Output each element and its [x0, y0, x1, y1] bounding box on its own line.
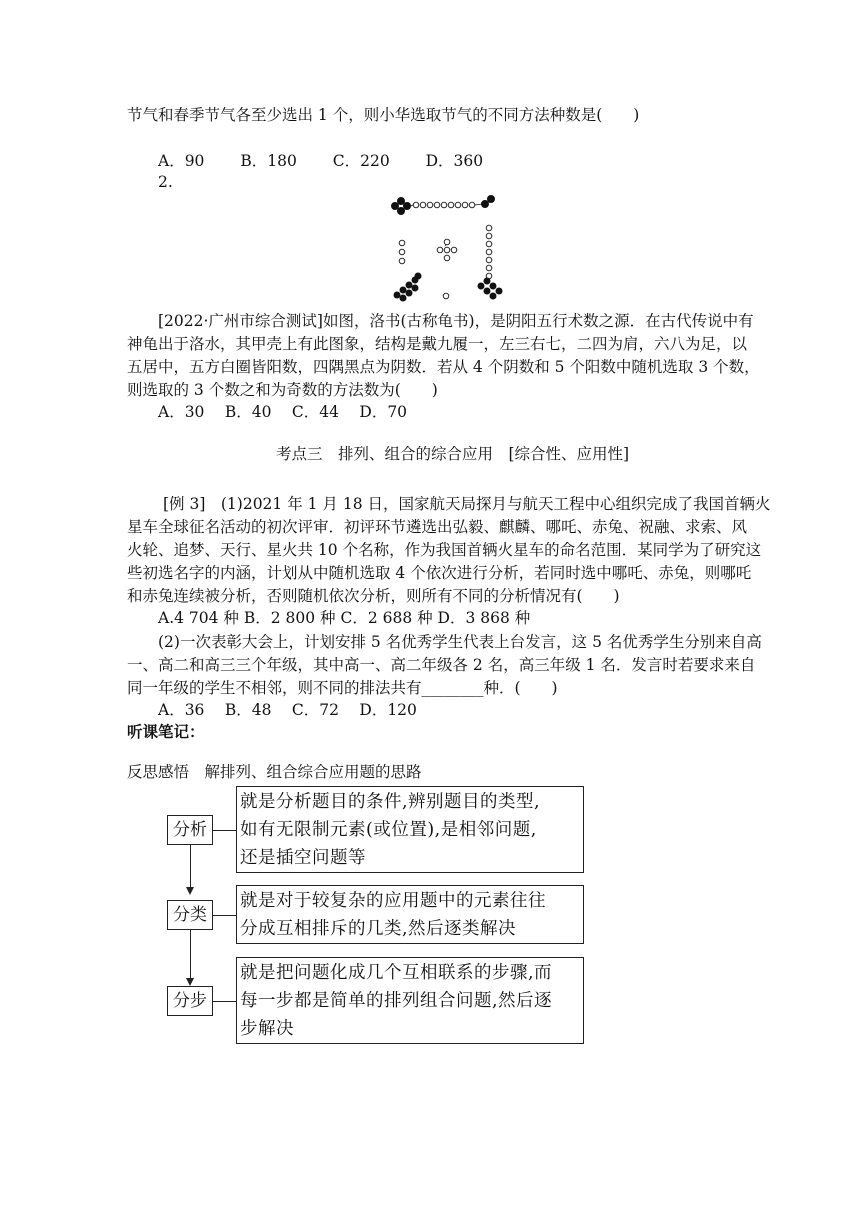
flow-connector — [213, 830, 236, 831]
flow-desc-box-steps — [236, 957, 584, 1044]
ex3-part1-line-2: 星车全球征名活动的初次评审．初评环节遴选出弘毅、麒麟、哪吒、赤兔、祝融、求索、风 — [127, 518, 748, 536]
flow-step-analyze: 分析 — [167, 815, 213, 845]
flow-connector — [213, 915, 236, 916]
flow-desc-box-analyze — [236, 786, 584, 873]
ex3-part1-line-3: 火轮、追梦、天行、星火共 10 个名称，作为我国首辆火星车的命名范围．某同学为了研究这 — [127, 541, 762, 559]
ex3-part2-line-2: 一、高二和高三三个年级，其中高一、高二年级各 2 名，高三年级 1 名．发言时若要求来自 — [127, 656, 756, 674]
down-arrow-icon — [186, 978, 194, 986]
ex3-part2-options: A．36 B．48 C．72 D．120 — [158, 701, 417, 719]
flow-connector — [213, 1001, 236, 1002]
reflection-title: 反思感悟 解排列、组合综合应用题的思路 — [127, 763, 422, 781]
down-arrow-icon — [186, 887, 194, 895]
q2-stem-line-4: 则选取的 3 个数之和为奇数的方法数为( ) — [127, 381, 438, 399]
q1-stem: 节气和春季节气各至少选出 1 个，则小华选取节气的不同方法种数是( ) — [127, 106, 640, 124]
q2-options: A．30 B．40 C．44 D．70 — [158, 403, 408, 421]
flow-arrow-line — [190, 845, 191, 887]
flow-step-steps: 分步 — [167, 986, 213, 1016]
ex3-part1-line-4: 些初选名字的内涵，计划从中随机选取 4 个依次进行分析，若同时选中哪吒、赤兔，则哪吒 — [127, 564, 752, 582]
ex3-part1-line-5: 和赤兔连续被分析，否则随机依次分析，则所有不同的分析情况有( ) — [127, 587, 620, 605]
q2-stem-line-1: [2022·广州市综合测试]如图，洛书(古称龟书)，是阴阳五行术数之源．在古代传说中有 — [158, 312, 754, 330]
flow-desc-steps-line-2: 每一步都是简单的排列组合问题,然后逐 — [240, 991, 553, 1011]
section-heading: 考点三 排列、组合的综合应用 [综合性、应用性] — [276, 445, 630, 463]
flow-desc-analyze-line-1: 就是分析题目的条件,辨别题目的类型, — [240, 792, 541, 812]
ex3-part1-line-1: [例 3] (1)2021 年 1 月 18 日，国家航天局探月与航天工程中心组织完成了我国首辆火 — [163, 495, 771, 513]
flow-desc-classify-line-1: 就是对于较复杂的应用题中的元素往往 — [240, 891, 546, 911]
q2-stem-line-2: 神龟出于洛水，其甲壳上有此图象，结构是戴九履一，左三右七，二四为肩，六八为足，以 — [127, 335, 748, 353]
flow-desc-box-classify — [236, 885, 584, 944]
q2-number: 2. — [158, 173, 173, 191]
ex3-part2-line-3: 同一年级的学生不相邻，则不同的排法共有________种．( ) — [127, 679, 558, 697]
ex3-part1-options: A.4 704 种 B．2 800 种 C．2 688 种 D．3 868 种 — [158, 609, 531, 627]
flow-desc-steps-line-3: 步解决 — [240, 1019, 294, 1039]
luoshu-figure — [385, 190, 510, 305]
flow-desc-analyze-line-3: 还是插空问题等 — [240, 848, 366, 868]
flow-arrow-line — [190, 930, 191, 978]
flow-desc-classify-line-2: 分成互相排斥的几类,然后逐类解决 — [240, 919, 517, 939]
q2-stem-line-3: 五居中，五方白圈皆阳数，四隅黑点为阴数．若从 4 个阴数和 5 个阳数中随机选取 3 个数， — [127, 358, 760, 376]
q1-options: A．90 B．180 C．220 D．360 — [158, 152, 484, 170]
ex3-part2-line-1: (2)一次表彰大会上，计划安排 5 名优秀学生代表上台发言，这 5 名优秀学生分别来自高 — [158, 633, 762, 651]
flow-step-classify: 分类 — [167, 900, 213, 930]
flow-desc-analyze-line-2: 如有无限制元素(或位置),是相邻问题, — [240, 820, 537, 840]
flow-desc-steps-line-1: 就是把问题化成几个互相联系的步骤,而 — [240, 963, 553, 983]
notes-label: 听课笔记： — [127, 723, 205, 741]
